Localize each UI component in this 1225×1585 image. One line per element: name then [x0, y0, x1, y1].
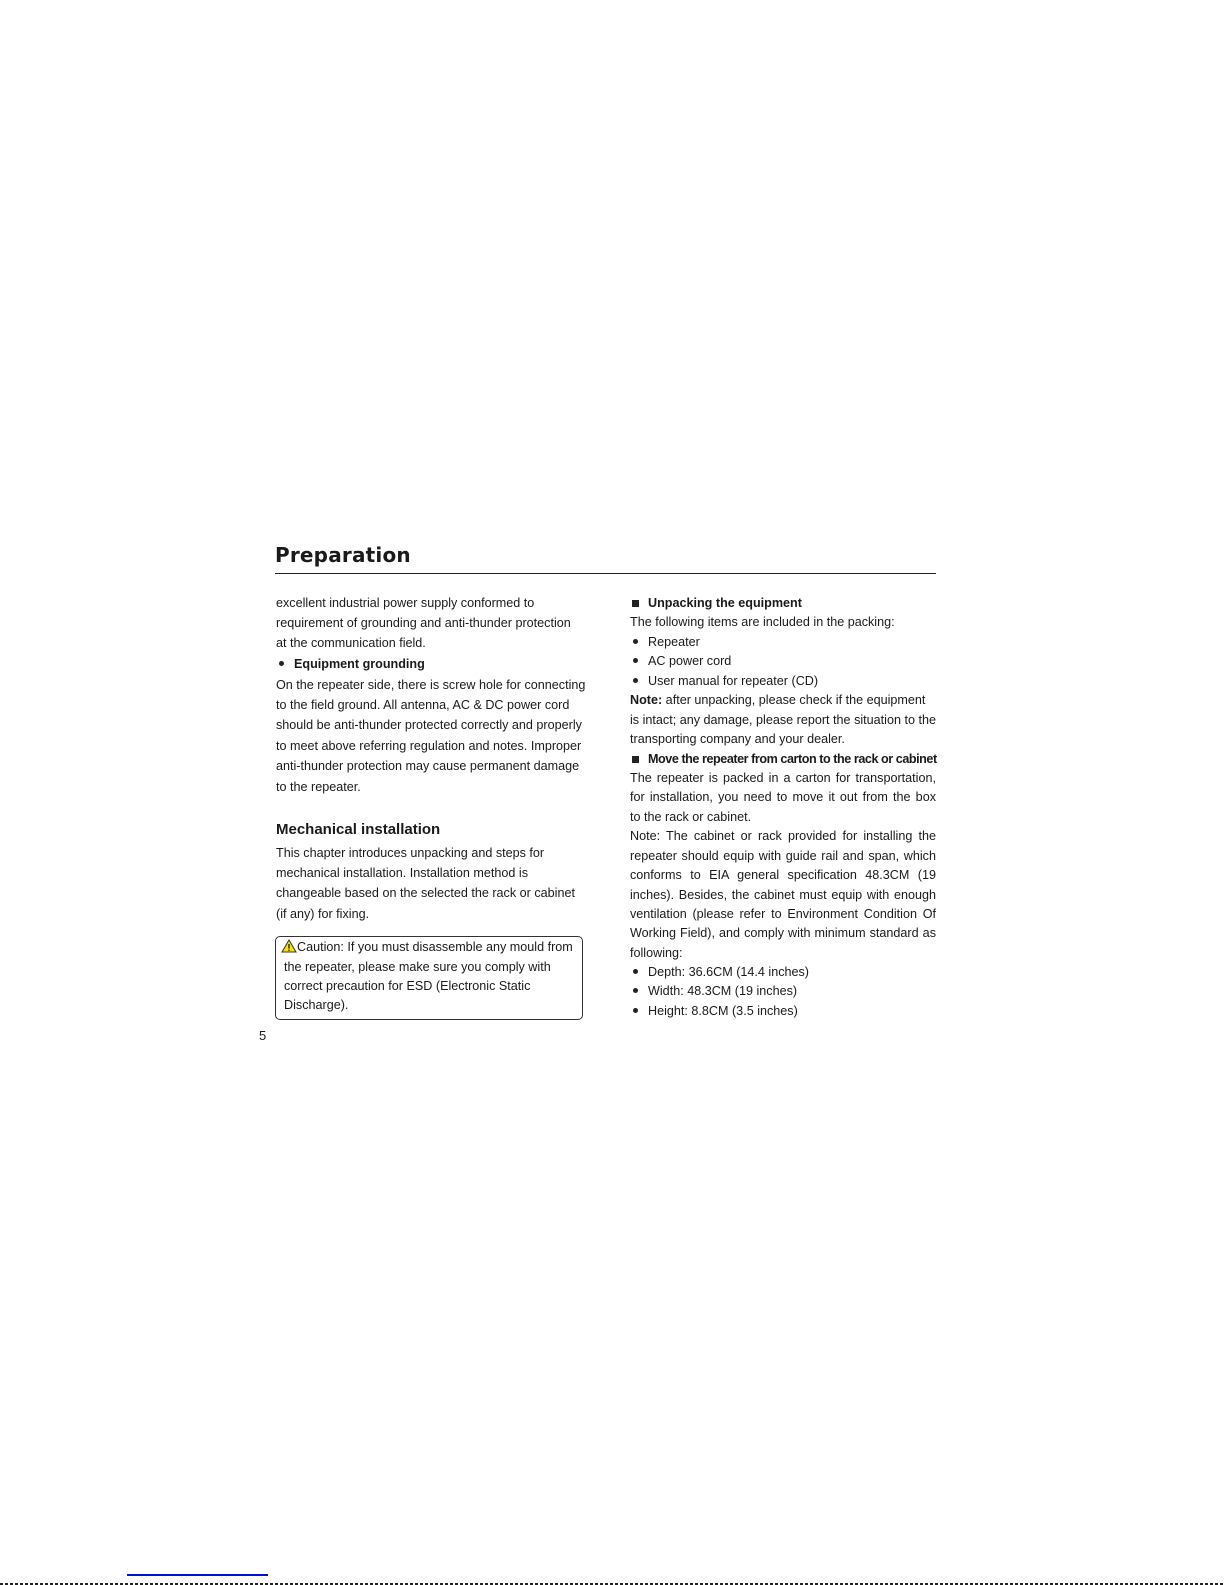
warning-icon	[281, 939, 297, 953]
caution-line: the repeater, please make sure you comply with	[284, 960, 551, 974]
heading-text: Move the repeater from carton to the rack or cabinet	[648, 752, 937, 766]
paragraph-line: The following items are included in the packing:	[630, 615, 895, 629]
section-heading-mechanical: Mechanical installation	[276, 821, 441, 838]
item-text: AC power cord	[648, 654, 732, 668]
heading-text: Equipment grounding	[294, 657, 425, 671]
paragraph-line: should be anti-thunder protected correctly and properly	[276, 718, 582, 732]
item-text: Height: 8.8CM (3.5 inches)	[648, 1004, 798, 1018]
note-line	[630, 690, 936, 710]
item-text: User manual for repeater (CD)	[648, 674, 819, 688]
paragraph-line: anti-thunder protection may cause permanent damage	[276, 759, 580, 773]
section-heading-move	[630, 749, 936, 769]
bullet-icon	[633, 1008, 638, 1013]
paragraph-line: Working Field), and comply with minimum standard as	[630, 926, 936, 940]
caution-line	[281, 937, 573, 957]
item-text: Depth: 36.6CM (14.4 inches)	[648, 965, 810, 979]
paragraph-line: The repeater is packed in a carton for transportation,	[630, 771, 936, 785]
list-item	[630, 981, 936, 1001]
list-item	[630, 962, 936, 982]
note-label: Note:	[630, 693, 663, 707]
bullet-icon	[633, 658, 638, 663]
paragraph-line: conforms to EIA general specification 48.3CM (19	[630, 868, 936, 882]
list-item	[630, 651, 936, 671]
heading-text: Unpacking the equipment	[648, 596, 802, 610]
bullet-icon	[633, 969, 638, 974]
paragraph-line: for installation, you need to move it out from the box	[630, 790, 936, 804]
paragraph-line: transporting company and your dealer.	[630, 732, 845, 746]
paragraph-line: inches). Besides, the cabinet must equip with enough	[630, 888, 936, 902]
page-title: Preparation	[275, 543, 411, 567]
page-number: 5	[259, 1028, 267, 1043]
paragraph-line: to the repeater.	[276, 780, 361, 794]
paragraph-line: is intact; any damage, please report the situation to the	[630, 713, 936, 727]
item-text: Repeater	[648, 635, 700, 649]
square-bullet-icon	[632, 600, 639, 607]
square-bullet-icon	[632, 756, 639, 763]
paragraph-line: at the communication field.	[276, 636, 426, 650]
bullet-icon	[633, 678, 638, 683]
paragraph-line: requirement of grounding and anti-thunder protection	[276, 616, 571, 630]
paragraph-line: mechanical installation. Installation method is	[276, 866, 529, 880]
list-item	[630, 632, 936, 652]
bullet-icon	[279, 661, 284, 666]
paragraph-line: On the repeater side, there is screw hole for connecting	[276, 678, 586, 692]
caution-text: Caution: If you must disassemble any mould from	[297, 940, 573, 954]
item-text: Width: 48.3CM (19 inches)	[648, 984, 798, 998]
paragraph-line: Note: The cabinet or rack provided for installing the	[630, 829, 936, 843]
list-item	[630, 671, 936, 691]
paragraph-line: to the field ground. All antenna, AC & DC power cord	[276, 698, 570, 712]
paragraph-line: following:	[630, 946, 683, 960]
caution-line: Discharge).	[284, 998, 349, 1012]
paragraph-line: ventilation (please refer to Environment Condition Of	[630, 907, 936, 921]
section-heading-unpacking	[630, 593, 936, 613]
caution-line: correct precaution for ESD (Electronic Static	[284, 979, 531, 993]
title-divider	[275, 573, 936, 574]
paragraph-line: to meet above referring regulation and notes. Improper	[276, 739, 582, 753]
list-item	[630, 1001, 936, 1021]
bullet-icon	[633, 639, 638, 644]
paragraph-line: This chapter introduces unpacking and steps for	[276, 846, 545, 860]
paragraph-line: to the rack or cabinet.	[630, 810, 752, 824]
section-heading-grounding	[276, 654, 582, 674]
note-text: after unpacking, please check if the equipment	[662, 693, 926, 707]
link-underline	[127, 1574, 268, 1576]
paragraph-line: repeater should equip with guide rail and span, which	[630, 849, 936, 863]
paragraph-line: (if any) for fixing.	[276, 907, 370, 921]
bullet-icon	[633, 988, 638, 993]
paragraph-line: changeable based on the selected the rack or cabinet	[276, 886, 575, 900]
paragraph-line: excellent industrial power supply conformed to	[276, 596, 535, 610]
